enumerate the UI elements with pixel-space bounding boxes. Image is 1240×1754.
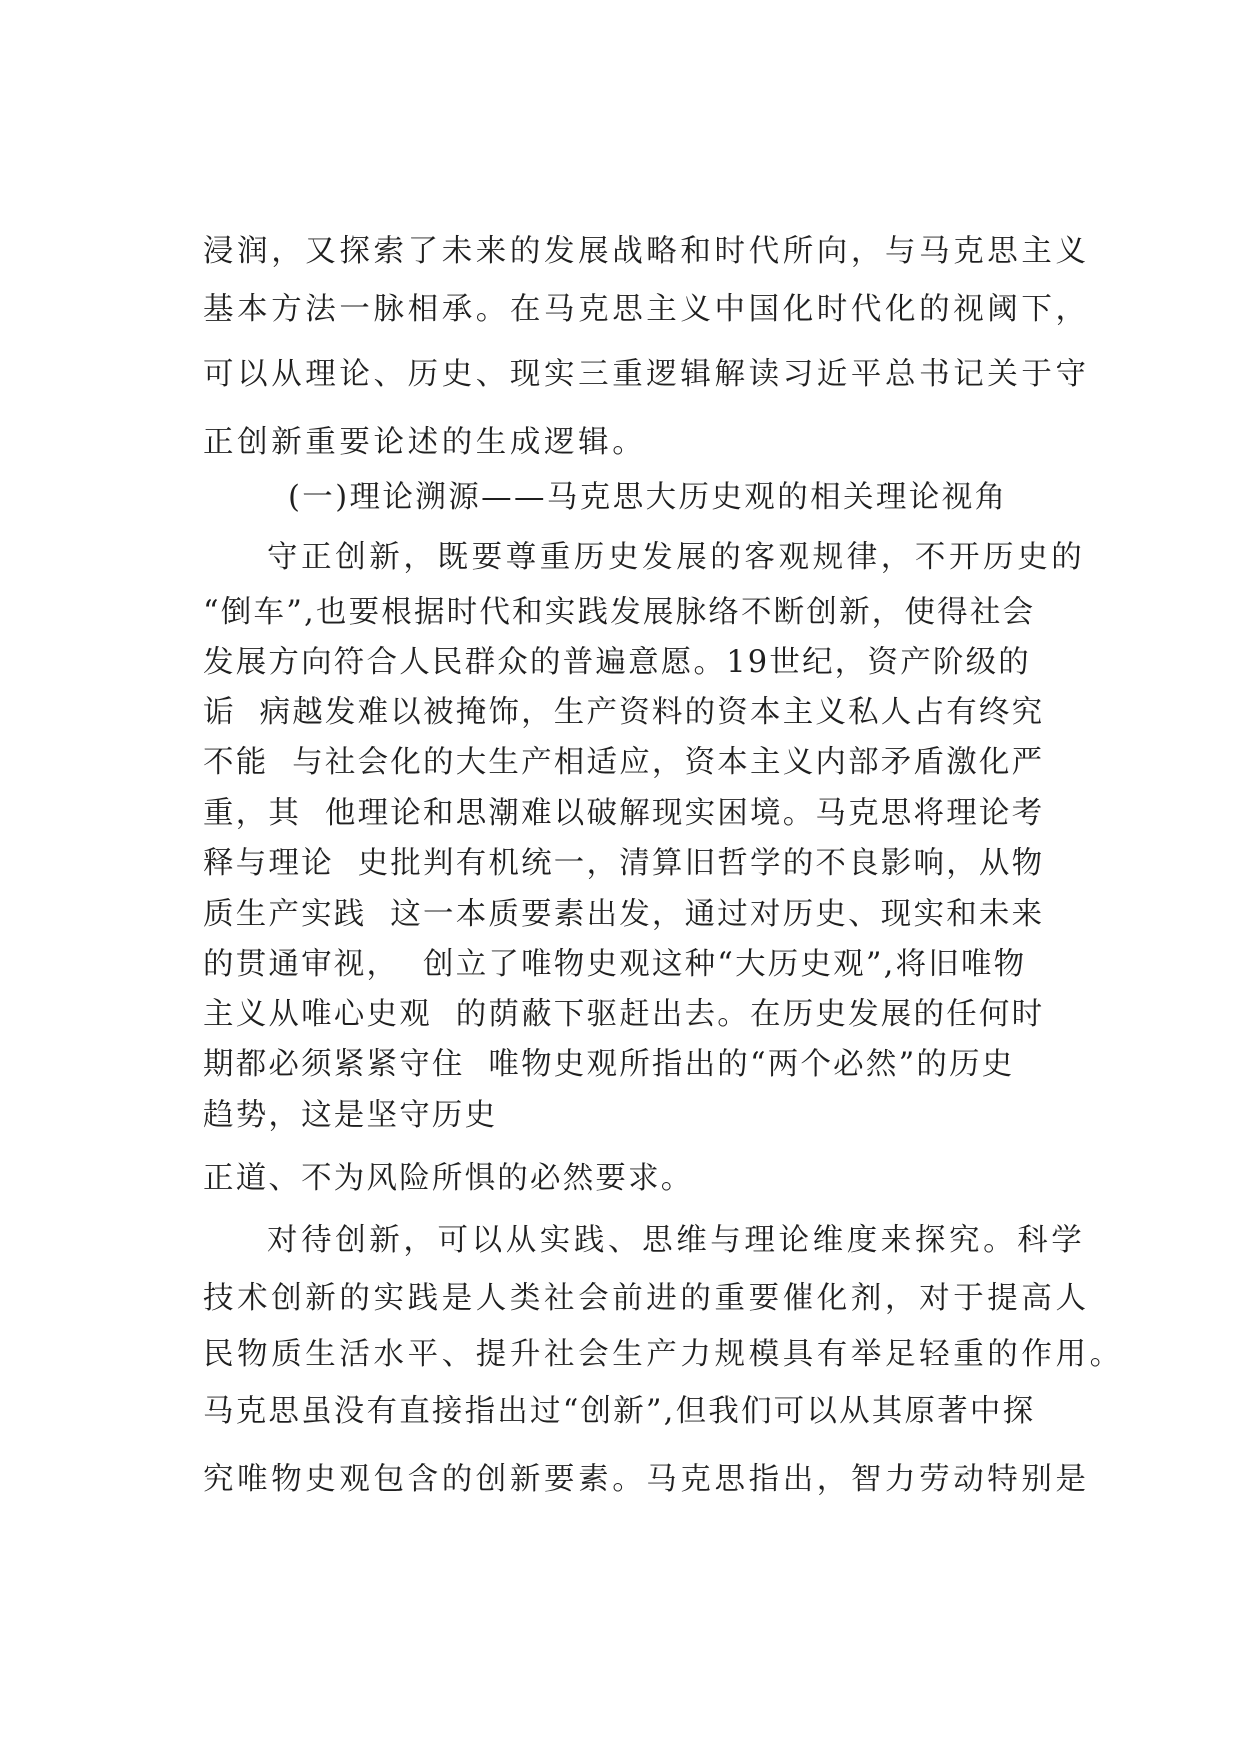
paragraph-line: 对待创新，可以从实践、思维与理论维度来探究。科学 (267, 1223, 1086, 1258)
paragraph-line: 的贯通审视， 创立了唯物史观这种“大历史观”,将旧唯物 (203, 947, 1027, 982)
paragraph-line: 不能 与社会化的大生产相适应，资本主义内部矛盾激化严 (203, 745, 1045, 780)
paragraph-line: 可以从理论、历史、现实三重逻辑解读习近平总书记关于守 (203, 357, 1090, 392)
paragraph-line: 诟 病越发难以被掩饰，生产资料的资本主义私人占有终究 (203, 695, 1045, 730)
paragraph-line: 浸润，又探索了未来的发展战略和时代所向，与马克思主义 (203, 234, 1090, 269)
paragraph-line: 究唯物史观包含的创新要素。马克思指出，智力劳动特别是 (203, 1462, 1090, 1497)
section-heading: (一)理论溯源——马克思大历史观的相关理论视角 (288, 480, 1008, 515)
paragraph-line: 技术创新的实践是人类社会前进的重要催化剂，对于提高人 (203, 1281, 1090, 1316)
paragraph-line: 正创新重要论述的生成逻辑。 (203, 425, 647, 460)
paragraph-line: 马克思虽没有直接指出过“创新”,但我们可以从其原著中探 (203, 1394, 1036, 1429)
paragraph-line: 期都必须紧紧守住 唯物史观所指出的“两个必然”的历史 (203, 1047, 1015, 1082)
paragraph-line: 重，其 他理论和思潮难以破解现实困境。马克思将理论考 (203, 796, 1045, 831)
paragraph-line: 释与理论 史批判有机统一，清算旧哲学的不良影响，从物 (203, 846, 1045, 881)
paragraph-line: “倒车”,也要根据时代和实践发展脉络不断创新，使得社会 (203, 595, 1036, 630)
paragraph-line: 正道、不为风险所惧的必然要求。 (203, 1161, 694, 1196)
paragraph-line: 质生产实践 这一本质要素出发，通过对历史、现实和未来 (203, 897, 1045, 932)
paragraph-line: 基本方法一脉相承。在马克思主义中国化时代化的视阈下， (203, 292, 1090, 327)
paragraph-line: 民物质生活水平、提升社会生产力规模具有举足轻重的作用。 (203, 1337, 1124, 1372)
paragraph-line: 主义从唯心史观 的荫蔽下驱赶出去。在历史发展的任何时 (203, 997, 1045, 1032)
paragraph-line: 守正创新，既要尊重历史发展的客观规律，不开历史的 (267, 540, 1086, 575)
paragraph-line: 发展方向符合人民群众的普遍意愿。19世纪，资产阶级的 (203, 645, 1032, 680)
paragraph-line: 趋势，这是坚守历史 (203, 1098, 498, 1133)
